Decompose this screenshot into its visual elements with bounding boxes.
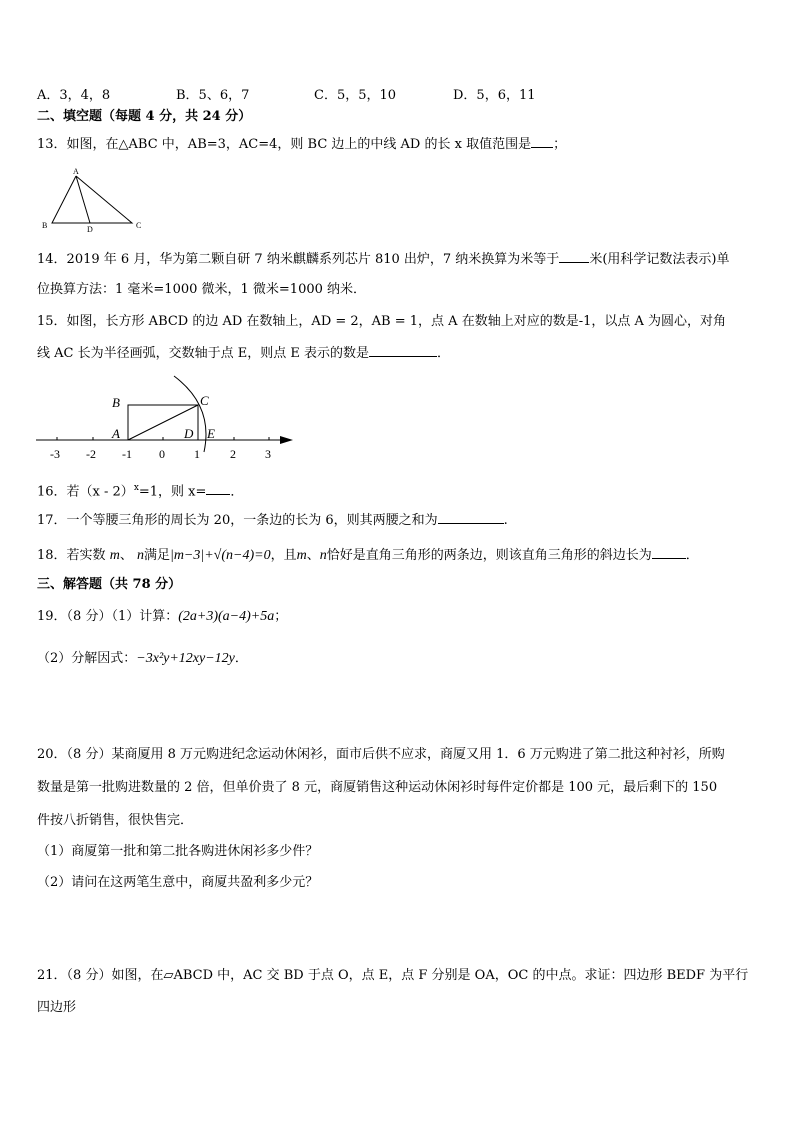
q17-end: . [503, 513, 508, 528]
triangle-abc-figure [40, 166, 152, 234]
label-c: C [136, 221, 142, 230]
q15-line2-pre: 线 AC 长为半径画弧，交数轴于点 E，则点 E 表示的数是 [37, 346, 369, 361]
q18-condition-expression: |m−3|+√(n−4)=0 [169, 548, 271, 563]
question-18: 18．若实数 m、 n满足|m−3|+√(n−4)=0，且m、n恰好是直角三角形的两条边，则该直角三角形的斜边长为 ． [37, 545, 699, 565]
tick-label: 0 [159, 447, 165, 461]
answer-blank [531, 134, 553, 148]
number-line-figure [36, 370, 298, 466]
label-e: E [207, 426, 215, 441]
q20-line1: 20．（8 分）某商厦用 8 万元购进纪念运动休闲衫，面市后供不应求，商厦又用 1．6 万元购进了第二批这种衬衫，所购 [37, 747, 725, 762]
q16-exponent: x [133, 483, 139, 493]
q18-mid2: ，且 [270, 548, 297, 563]
question-19-part1 [37, 608, 287, 626]
q21-line2: 四边形 [37, 1000, 77, 1015]
q19-part2-end: ． [234, 651, 248, 666]
q18-post: 恰好是直角三角形的两条边，则该直角三角形的斜边长为 [326, 548, 652, 563]
q20-sub2: （2）请问在这两笔生意中，商厦共盈利多少元？ [37, 875, 319, 890]
option-a: A．3，4，8 [37, 88, 111, 103]
var-n: n [319, 548, 327, 563]
var-n: n [136, 548, 144, 563]
q13-end: ； [553, 137, 567, 152]
label-a: A [112, 426, 120, 441]
option-c: C．5，5，10 [314, 88, 397, 103]
q21-line1: 21．（8 分）如图，在▱ABCD 中，AC 交 BD 于点 O，点 E，点 F 分别是 OA，OC 的中点。求证：四边形 BEDF 为平行 [37, 968, 749, 983]
var-m: m [296, 548, 307, 563]
answer-blank [369, 343, 437, 357]
answer-blank [559, 249, 589, 263]
question-16 [37, 479, 243, 501]
q17-text: 17．一个等腰三角形的周长为 20，一条边的长为 6，则其两腰之和为 [37, 513, 438, 528]
q18-mid1: 满足 [143, 548, 170, 563]
tick-label: 2 [230, 447, 236, 461]
q16-pre: 16．若（x - 2） [37, 484, 134, 500]
var-m: m [109, 548, 120, 563]
tick-label: 3 [265, 447, 271, 461]
q19-part2-pre: （2）分解因式： [37, 651, 137, 666]
answer-blank [206, 481, 230, 495]
question-19-part2 [37, 650, 248, 668]
q14-line1-pre: 14．2019 年 6 月，华为第二颗自研 7 纳米麒麟系列芯片 810 出炉，7 纳米换算为米等于 [37, 252, 560, 267]
q13-text: 13．如图，在△ABC 中，AB=3，AC=4，则 BC 边上的中线 AD 的长 x 取值范围是 [37, 137, 532, 152]
q18-end: ． [685, 548, 699, 563]
q20-line3: 件按八折销售，很快售完． [37, 813, 194, 828]
q16-mid: =1，则 x= [138, 484, 207, 500]
tick-label: -1 [122, 447, 132, 461]
question-17 [37, 510, 508, 530]
tick-label: 1 [194, 447, 200, 461]
q19-part1-pre: 19．（8 分）（1）计算： [37, 609, 179, 624]
q20-line2: 数量是第一批购进数量的 2 倍，但单价贵了 8 元，商厦销售这种运动休闲衫时每件定价都是 100 元，最后剩下的 150 [37, 780, 718, 795]
option-b: B．5、6，7 [176, 88, 250, 103]
q15-line2-end: ． [436, 346, 450, 361]
q18-pre: 18．若实数 [37, 548, 106, 563]
q14-line1-post: 米(用科学记数法表示)单 [589, 252, 730, 267]
option-d: D．5，6，11 [453, 88, 536, 103]
section-title-solve: 三、解答题（共 78 分） [37, 577, 182, 592]
q14-line2: 位换算方法：1 毫米=1000 微米，1 微米=1000 纳米． [37, 282, 367, 297]
label-b: B [112, 395, 120, 410]
tick-label: -3 [50, 447, 60, 461]
question-15-line2 [37, 343, 450, 363]
label-a: A [73, 167, 79, 176]
q19-part1-end: ； [274, 609, 288, 624]
answer-blank [652, 545, 686, 559]
answer-blank [438, 510, 504, 524]
q19-factor-expression: −3x²y+12xy−12y [136, 651, 235, 666]
section-title-fill-blank: 二、填空题（每题 4 分，共 24 分） [37, 109, 252, 124]
question-13 [37, 134, 566, 154]
question-14 [37, 249, 729, 269]
q19-expression: (2a+3)(a−4)+5a [178, 609, 275, 624]
label-b: B [42, 221, 48, 230]
label-d: D [184, 426, 194, 441]
tick-label: -2 [86, 447, 96, 461]
q16-end: ． [230, 484, 244, 500]
label-c: C [200, 393, 209, 408]
label-d: D [87, 225, 93, 234]
q20-sub1: （1）商厦第一批和第二批各购进休闲衫多少件？ [37, 844, 319, 859]
q15-line1: 15．如图，长方形 ABCD 的边 AD 在数轴上，AD = 2，AB = 1，点 A 在数轴上对应的数是-1，以点 A 为圆心，对角 [37, 314, 727, 329]
